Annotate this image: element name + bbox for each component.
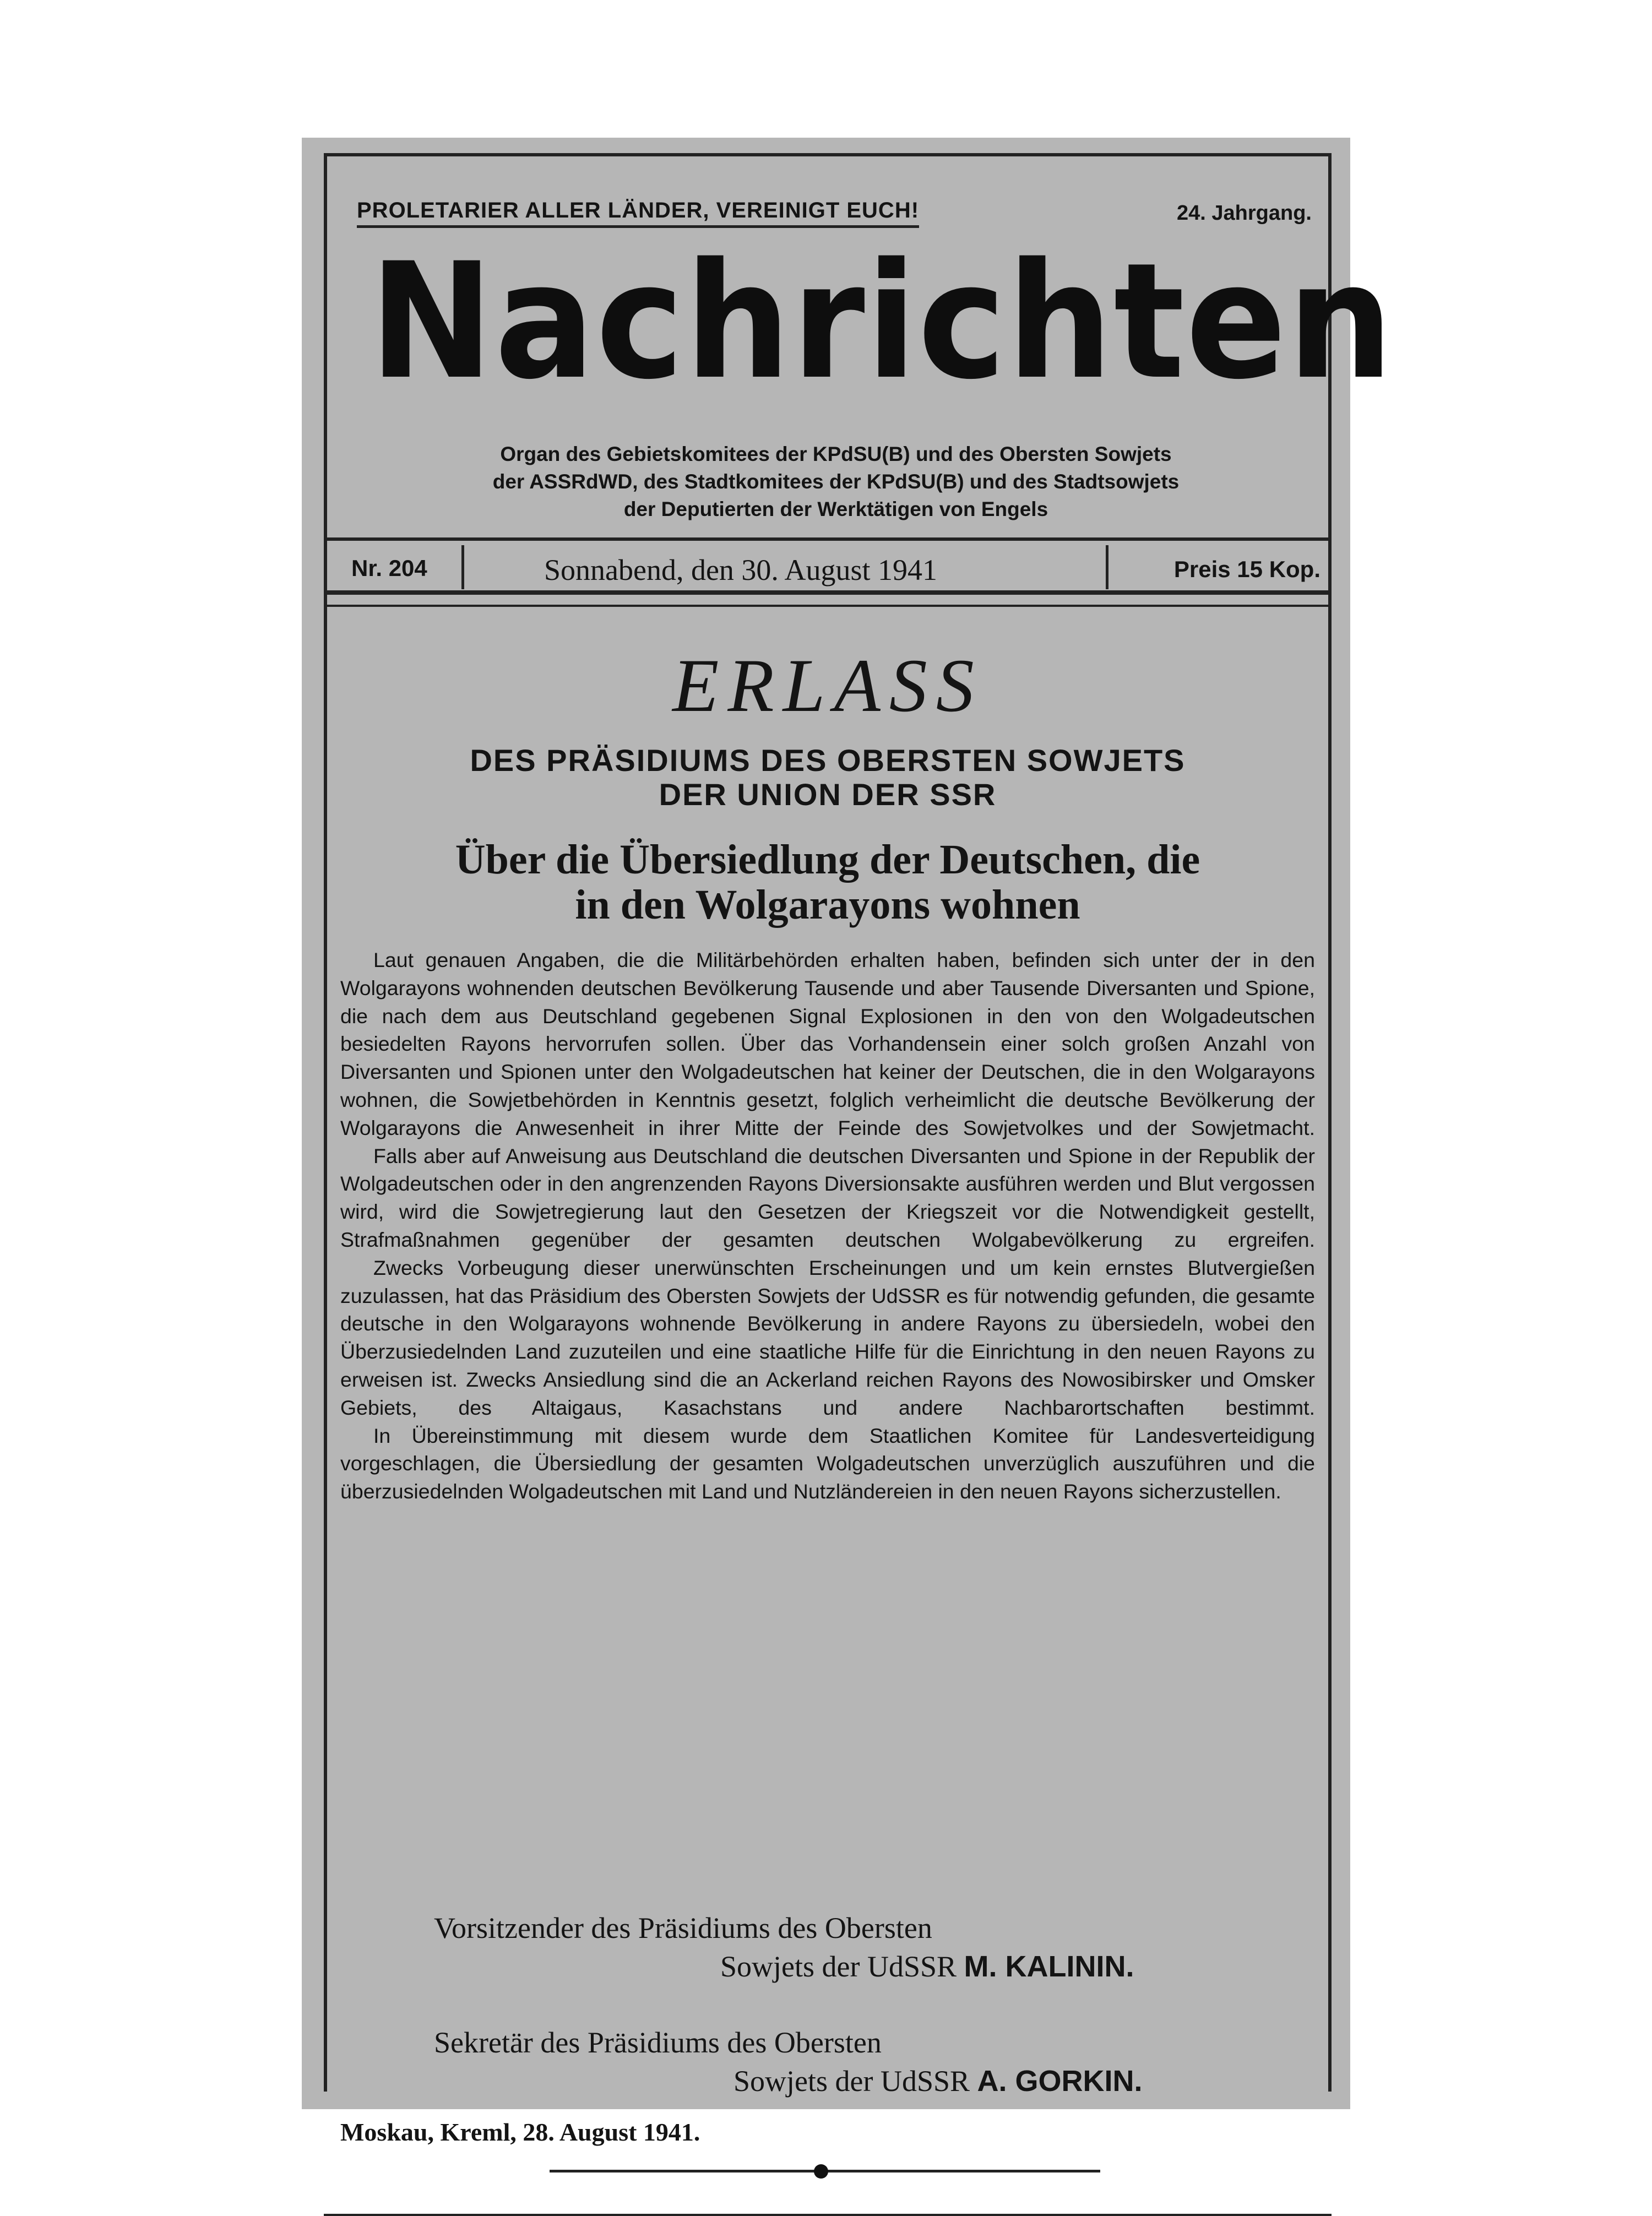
decree-body [340,946,1315,1506]
organ-line: der Deputierten der Werktätigen von Engels [623,498,1048,520]
signature-chairman-line [720,1949,1134,1984]
decree-place-date: Moskau, Kreml, 28. August 1941. [340,2118,700,2146]
issue-bar-divider [1106,545,1108,589]
decree-paragraph: Falls aber auf Anweisung aus Deutschland die deutschen Diversanten und Spione in der Republik der Wolgadeutschen oder in den angrenzenden Rayons Diversionsakte ausführen werden und Blut vergossen wird, wird die Sowjetregierung laut den Gesetzen der Kriegszeit vor die Notwendigkeit gestellt, Strafmaßnahmen gegenüber der gesamten deutschen Wolgabevölkerung zu ergreifen. [340,1144,1315,1251]
decree-subtitle-line: DES PRÄSIDIUMS DES OBERSTEN SOWJETS [470,743,1186,778]
decree-title: ERLASS [672,643,983,727]
horizontal-rule [324,605,1332,607]
decree-subtitle [324,743,1332,812]
issue-info-bar [324,537,1332,595]
issue-bar-divider [461,545,464,589]
decree-paragraph: Zwecks Vorbeugung dieser unerwünschten Erscheinungen und um kein ernstes Blutvergießen zuzulassen, hat das Präsidium des Obersten Sowjets der UdSSR es für notwendig gefunden, die gesamte deutsche in den Wolgarayons wohnende Bevölkerung in andere Rayons zu übersiedeln, wobei den Überzusiedelnden Land zuzuteilen und eine staatliche Hilfe für die Einrichtung in den neuen Rayons zu erweisen ist. Zwecks Ansiedlung sind die an Ackerland reichen Rayons des Nowosibirsker und Omsker Gebiets, des Altaigaus, Kasachstans und andere Nachbarortschaften bestimmt. [340,1256,1315,1419]
signature-secretary-body: Sowjets der UdSSR [733,2065,970,2098]
signature-secretary-name: A. GORKIN. [977,2065,1143,2098]
decree-subtitle-line: DER UNION DER SSR [659,777,997,812]
decree-headline [324,837,1332,927]
newspaper-title: Nachrichten [369,229,1394,415]
organ-line: Organ des Gebietskomitees der KPdSU(B) und des Obersten Sowjets [500,443,1172,465]
masthead-motto: PROLETARIER ALLER LÄNDER, VEREINIGT EUCH! [357,198,919,228]
newspaper-clipping [302,138,1394,2146]
signature-chairman-name: M. KALININ. [964,1950,1134,1983]
signature-secretary-line [733,2064,1143,2098]
issue-number: Nr. 204 [351,555,427,581]
decree-headline-line: Über die Übersiedlung der Deutschen, die [455,837,1200,883]
bottom-rule [324,2214,1332,2216]
signature-chairman-title: Vorsitzender des Präsidiums des Obersten [434,1911,932,1945]
organ-line: der ASSRdWD, des Stadtkomitees der KPdSU(B) und des Stadtsowjets [492,470,1180,493]
closing-ornament-dot [814,2164,828,2179]
masthead-organ-statement [362,441,1309,523]
decree-headline-line: in den Wolgarayons wohnen [575,882,1080,928]
signature-chairman-body: Sowjets der UdSSR [720,1950,957,1983]
signature-secretary-title: Sekretär des Präsidiums des Obersten [434,2026,882,2059]
masthead-volume: 24. Jahrgang. [1177,202,1312,225]
decree-paragraph: Laut genauen Angaben, die die Militärbehörden erhalten haben, befinden sich unter der in den Wolgarayons wohnenden deutschen Bevölkerung Tausende und aber Tausende Diversanten und Spione, die nach dem aus Deutschland gegebenen Signal Explosionen in den von den Wolgadeutschen besiedelten Rayons hervorrufen sollen. Über das Vorhandensein einer solch großen Anzahl von Diversanten und Spionen unter den Wolgadeutschen hat keiner der Deutschen, die in den Wolgarayons wohnen, die Sowjetbehörden in Kenntnis gesetzt, folglich verheimlicht die deutsche Bevölkerung der Wolgarayons die Anwesenheit in ihrer Mitte der Feinde des Sowjetvolkes und der Sowjetmacht. [340,948,1315,1139]
issue-date: Sonnabend, den 30. August 1941 [544,553,937,586]
issue-price: Preis 15 Kop. [1173,556,1320,582]
decree-paragraph: In Übereinstimmung mit diesem wurde dem Staatlichen Komitee für Landesverteidigung vorgeschlagen, die Übersiedlung der gesamten Wolgadeutschen unverzüglich auszuführen und die überzusiedelnden Wolgadeutschen mit Land und Nutzländereien in den neuen Rayons sicherzustellen. [340,1424,1315,1503]
